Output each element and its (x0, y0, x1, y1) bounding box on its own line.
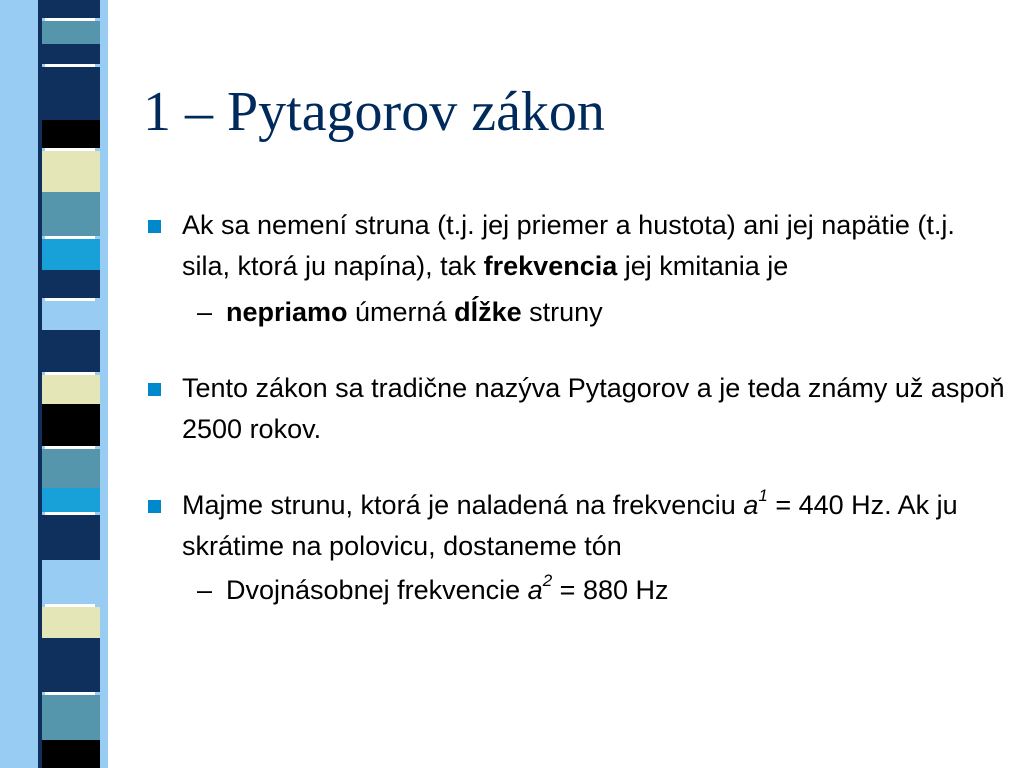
sub-1-text-b: struny (521, 297, 603, 327)
stripe-block (40, 488, 100, 512)
stripe-edge (38, 0, 42, 768)
decorative-stripe-band (0, 0, 130, 768)
sub-3-text-b: = 880 Hz (552, 575, 669, 605)
stripe-block (40, 638, 100, 692)
stripe-block (40, 449, 100, 491)
bullet-3-text-a: Majme strunu, ktorá je naladená na frekvenciu (182, 490, 744, 520)
sub-3-text-a: Dvojnásobnej frekvencie (226, 575, 528, 605)
bullet-3-variable: a (743, 490, 759, 520)
sub-3-variable: a (527, 575, 543, 605)
dash-bullet: – (197, 297, 213, 327)
square-bullet-icon (148, 500, 161, 513)
stripe-block (40, 607, 100, 641)
stripe-block (40, 515, 100, 563)
bullet-2-text: Tento zákon sa tradične nazýva Pytagorov a je teda známy už aspoň 2500 rokov. (182, 373, 1005, 444)
slide-body (146, 205, 1006, 610)
stripe-block (40, 67, 100, 123)
stripe-block (40, 120, 100, 148)
bullet-1-text-b: jej kmitania je (617, 250, 789, 281)
dash-bullet: – (197, 575, 213, 605)
stripe-block (40, 192, 100, 236)
bullet-1-text-a: Ak sa nemení struna (t.j. jej priemer a hustota) ani jej napätie (t.j. sila, ktorá ju napína), tak (182, 210, 955, 281)
bullet-1-bold: frekvencia (483, 250, 618, 281)
bullet-item-3 (146, 485, 1006, 566)
sub-1-bold-b: dĺžke (454, 297, 522, 327)
square-bullet-icon (148, 220, 161, 233)
sub-item-1 (146, 292, 1006, 332)
stripe-block (40, 239, 100, 273)
stripe-block (40, 151, 100, 195)
sub-1-text-a: úmerná (347, 297, 455, 327)
stripe-block (40, 404, 100, 446)
stripe-fade (108, 0, 130, 768)
bullet-item-1 (146, 205, 1006, 286)
stripe-block (40, 740, 100, 768)
slide-title: 1 – Pytagorov zákon (143, 81, 605, 143)
bullet-3-text-b: = 440 Hz. Ak ju skrátime na polovicu, dostaneme tón (182, 490, 958, 561)
bullet-item-2 (146, 368, 1006, 449)
sub-item-3 (146, 570, 1006, 610)
stripe-block (40, 21, 100, 47)
bullet-3-superscript: 1 (758, 486, 768, 505)
stripe-block (40, 695, 100, 743)
stripe-block (40, 44, 100, 64)
square-bullet-icon (148, 383, 161, 396)
stripe-block (40, 301, 100, 333)
stripe-block (40, 330, 100, 372)
sub-1-bold-a: nepriamo (226, 297, 348, 327)
stripe-block (40, 270, 100, 298)
stripe-block (40, 0, 100, 18)
stripe-block (40, 375, 100, 407)
stripe-block (40, 560, 100, 604)
sub-3-superscript: 2 (542, 571, 553, 590)
